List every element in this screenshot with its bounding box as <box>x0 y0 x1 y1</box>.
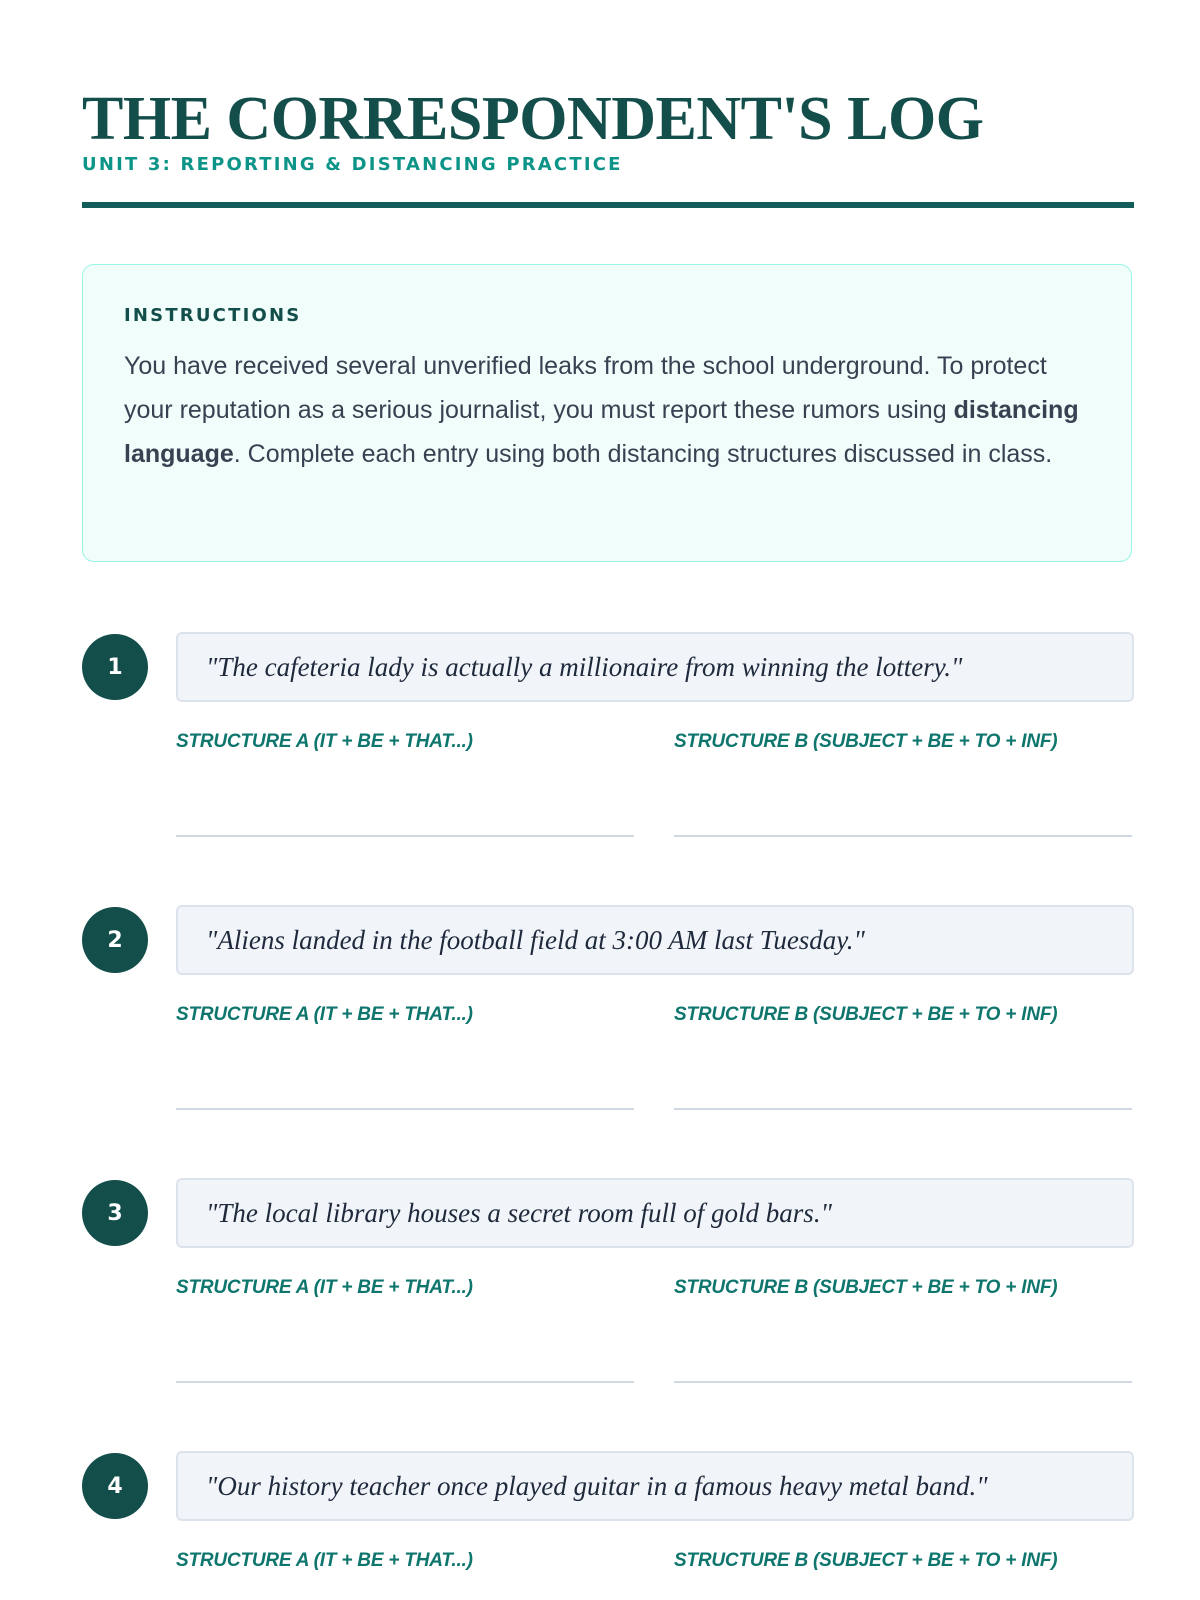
rumor-quote: "Aliens landed in the football field at 3:00 AM last Tuesday." <box>176 905 1134 975</box>
instructions-text-end: . Complete each entry using both distancing structures discussed in class. <box>233 440 1053 468</box>
item-number-badge: 3 <box>82 1180 148 1246</box>
structure-b-label: STRUCTURE B (SUBJECT + BE + TO + INF) <box>674 1004 1058 1025</box>
exercise-item-4 <box>82 1451 1134 1571</box>
exercise-item-2 <box>82 905 1134 1125</box>
item-number-badge: 2 <box>82 907 148 973</box>
header-divider <box>82 202 1134 208</box>
page-header <box>82 86 1134 175</box>
instructions-heading: INSTRUCTIONS <box>124 305 302 326</box>
page-subtitle: UNIT 3: REPORTING & DISTANCING PRACTICE <box>82 154 623 175</box>
rumor-quote: "The cafeteria lady is actually a millionaire from winning the lottery." <box>176 632 1134 702</box>
rumor-quote: "The local library houses a secret room full of gold bars." <box>176 1178 1134 1248</box>
rumor-quote: "Our history teacher once played guitar in a famous heavy metal band." <box>176 1451 1134 1521</box>
item-number-badge: 1 <box>82 634 148 700</box>
page-title: THE CORRESPONDENT'S LOG <box>82 85 984 153</box>
exercise-item-1 <box>82 632 1134 852</box>
structure-b-label: STRUCTURE B (SUBJECT + BE + TO + INF) <box>674 1550 1058 1571</box>
structure-a-answer-line[interactable] <box>176 1108 634 1110</box>
structure-b-answer-line[interactable] <box>674 1108 1132 1110</box>
exercise-item-3 <box>82 1178 1134 1398</box>
structure-a-label: STRUCTURE A (IT + BE + THAT...) <box>176 1550 473 1571</box>
structure-a-label: STRUCTURE A (IT + BE + THAT...) <box>176 1004 473 1025</box>
structure-a-answer-line[interactable] <box>176 835 634 837</box>
structure-a-answer-line[interactable] <box>176 1381 634 1383</box>
structure-b-answer-line[interactable] <box>674 835 1132 837</box>
instructions-text <box>124 344 1091 476</box>
structure-b-label: STRUCTURE B (SUBJECT + BE + TO + INF) <box>674 1277 1058 1298</box>
instructions-text-emphasis: distancing language <box>124 396 1079 468</box>
item-number-badge: 4 <box>82 1453 148 1519</box>
structure-b-answer-line[interactable] <box>674 1381 1132 1383</box>
structure-a-label: STRUCTURE A (IT + BE + THAT...) <box>176 731 473 752</box>
instructions-text-start: You have received several unverified leaks from the school underground. To protect your reputation as a serious journalist, you must report these rumors using <box>124 352 1047 424</box>
structure-b-label: STRUCTURE B (SUBJECT + BE + TO + INF) <box>674 731 1058 752</box>
instructions-box <box>82 264 1132 562</box>
structure-a-label: STRUCTURE A (IT + BE + THAT...) <box>176 1277 473 1298</box>
